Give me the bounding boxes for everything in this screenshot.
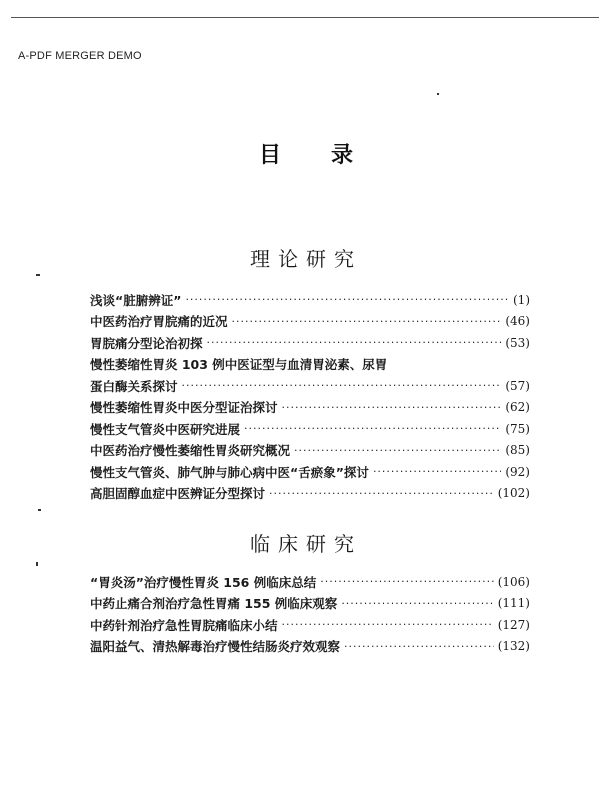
toc-entry-title-line1: 慢性萎缩性胃炎 103 例中医证型与血清胃泌素、尿胃	[90, 357, 388, 373]
toc-entry-page: (102)	[497, 486, 530, 501]
toc-entry-page: (106)	[497, 574, 530, 589]
title-char-2: 录	[331, 143, 354, 168]
dot-leader	[282, 401, 502, 414]
toc-entry-page: (111)	[497, 596, 530, 611]
toc-list-clinical	[90, 571, 530, 657]
toc-entry-page: (75)	[505, 421, 530, 436]
dot-leader	[185, 293, 509, 306]
scan-speck	[38, 509, 41, 511]
dot-leader	[207, 336, 502, 349]
toc-entry-title: 中医药治疗胃脘痛的近况	[90, 314, 228, 330]
toc-entry[interactable]	[90, 418, 530, 440]
toc-entry-title: 中药止痛合剂治疗急性胃痛 155 例临床观察	[90, 596, 338, 612]
title-char-1: 目	[258, 143, 281, 168]
toc-entry-page: (92)	[505, 464, 530, 479]
toc-entry[interactable]	[90, 397, 530, 419]
dot-leader	[182, 379, 502, 392]
toc-entry-page: (1)	[513, 292, 530, 307]
toc-entry-title: 中药针剂治疗急性胃脘痛临床小结	[90, 617, 278, 633]
toc-entry-page: (127)	[497, 617, 530, 632]
toc-entry-page: (53)	[505, 335, 530, 350]
watermark-text: A-PDF MERGER DEMO	[18, 50, 142, 62]
section-heading-theory: 理论研究	[250, 247, 362, 271]
toc-entry-title: 蛋白酶关系探讨	[90, 378, 178, 394]
dot-leader	[282, 618, 494, 631]
toc-entry[interactable]	[90, 311, 530, 333]
toc-entry[interactable]	[90, 289, 530, 311]
dot-leader	[232, 315, 502, 328]
toc-entry-title: 慢性支气管炎、肺气肿与肺心病中医“舌瘀象”探讨	[90, 464, 369, 480]
toc-entry-title: “胃炎汤”治疗慢性胃炎 156 例临床总结	[90, 574, 317, 590]
toc-entry[interactable]	[90, 593, 530, 615]
dot-leader	[294, 444, 501, 457]
dot-leader	[373, 465, 501, 478]
toc-entry-title: 温阳益气、清热解毒治疗慢性结肠炎疗效观察	[90, 639, 341, 655]
dot-leader	[320, 575, 493, 588]
toc-entry-page: (85)	[505, 443, 530, 458]
toc-entry-title: 中医药治疗慢性萎缩性胃炎研究概况	[90, 443, 291, 459]
toc-entry-title: 慢性支气管炎中医研究进展	[90, 421, 241, 437]
scan-speck	[36, 562, 38, 566]
toc-entry[interactable]	[90, 332, 530, 354]
toc-entry[interactable]	[90, 614, 530, 636]
toc-entry-title: 高胆固醇血症中医辨证分型探讨	[90, 486, 266, 502]
toc-entry[interactable]	[90, 636, 530, 658]
top-rule	[11, 17, 599, 18]
section-heading-clinical: 临床研究	[250, 532, 362, 556]
toc-entry[interactable]	[90, 571, 530, 593]
toc-entry-line1[interactable]	[90, 354, 530, 376]
toc-entry-page: (62)	[505, 400, 530, 415]
toc-entry-page: (132)	[497, 639, 530, 654]
toc-entry[interactable]	[90, 440, 530, 462]
toc-entry[interactable]	[90, 483, 530, 505]
dot-leader	[344, 640, 494, 653]
page-title	[0, 138, 612, 169]
toc-entry-page: (57)	[505, 378, 530, 393]
dot-leader	[341, 597, 493, 610]
dot-leader	[244, 422, 501, 435]
toc-entry-title: 浅谈“脏腑辨证”	[90, 292, 182, 308]
dot-leader	[269, 487, 494, 500]
toc-entry[interactable]	[90, 375, 530, 397]
toc-list-theory	[90, 289, 530, 504]
toc-entry[interactable]	[90, 461, 530, 483]
toc-entry-title: 胃脘痛分型论治初探	[90, 335, 203, 351]
scan-speck	[437, 93, 439, 95]
toc-entry-page: (46)	[505, 314, 530, 329]
toc-entry-title: 慢性萎缩性胃炎中医分型证治探讨	[90, 400, 278, 416]
scan-speck	[36, 274, 40, 276]
